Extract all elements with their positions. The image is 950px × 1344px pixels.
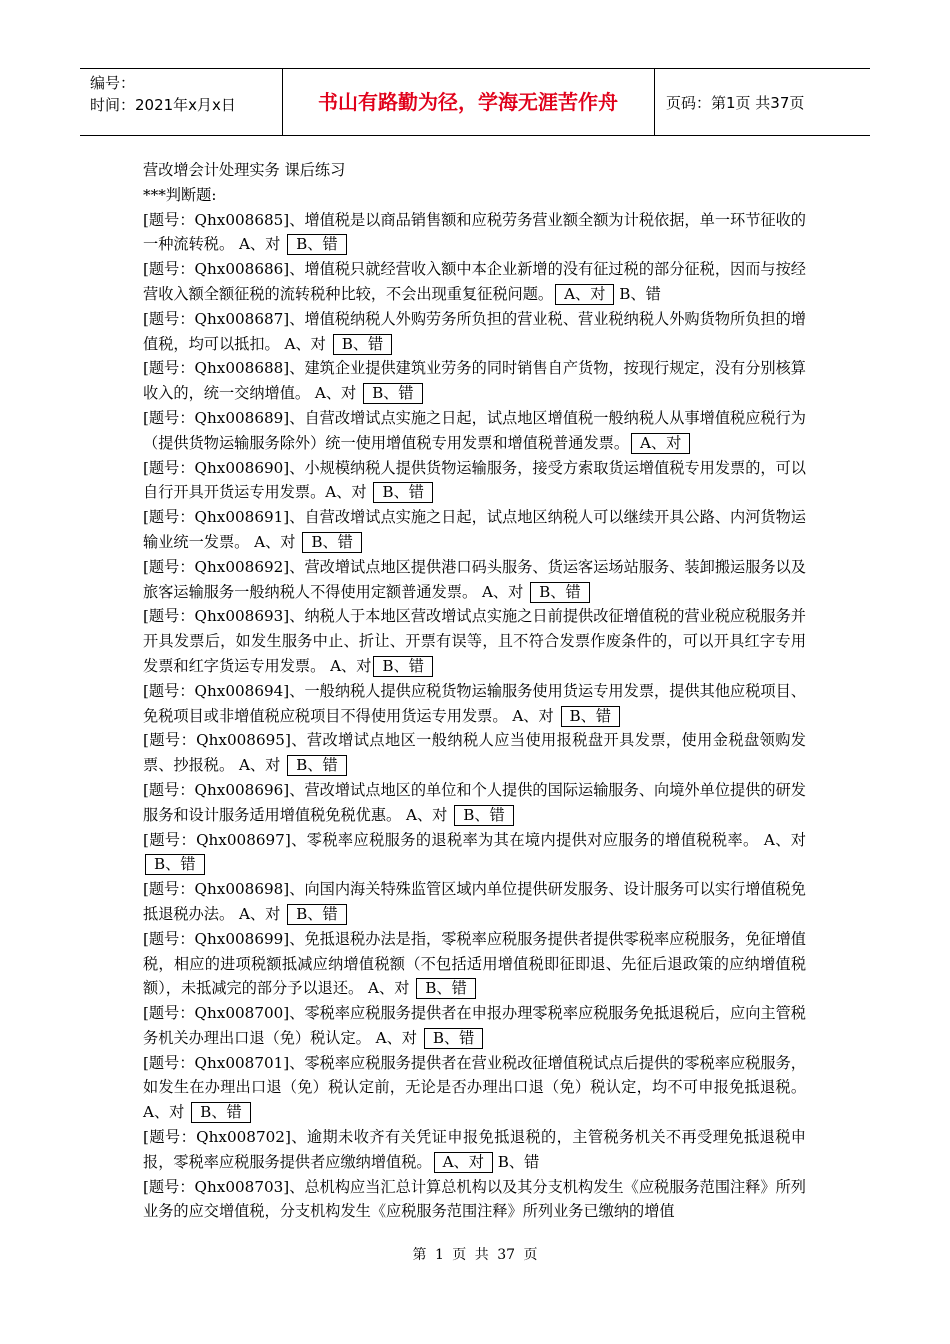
question-text: [题号：Qhx008693]、纳税人于本地区营改增试点实施之日前提供改征增值税的营业税应税服务并开具发票后，如发生服务中止、折让、开票有误等，且不符合发票作废条件的，可以开具红字专用发票和红字货运专用发票。 A、对 xyxy=(143,607,806,675)
question-text: [题号：Qhx008697]、零税率应税服务的退税率为其在境内提供对应服务的增值税税率。 A、对 xyxy=(143,830,806,849)
question-item xyxy=(143,1051,806,1125)
question-text: [题号：Qhx008688]、建筑企业提供建筑业劳务的同时销售自产货物，按现行规定，没有分别核算收入的，统一交纳增值。 A、对 xyxy=(143,359,806,403)
page-footer: 第 1 页 共 37 页 xyxy=(412,1247,538,1263)
question-item xyxy=(143,257,806,307)
question-item xyxy=(143,679,806,729)
question-item xyxy=(143,604,806,678)
document-body xyxy=(143,158,806,1224)
question-item xyxy=(143,1001,806,1051)
question-text: [题号：Qhx008698]、向国内海关特殊监管区域内单位提供研发服务、设计服务可以实行增值税免抵退税办法。 A、对 xyxy=(143,880,806,923)
header-page-info: 页码：第1页 共37页 xyxy=(666,94,805,112)
document-number-label: 编号： xyxy=(90,74,136,92)
question-text: [题号：Qhx008691]、自营改增试点实施之日起，试点地区纳税人可以继续开具公路、内河货物运输业统一发票。 A、对 xyxy=(143,508,806,551)
question-item xyxy=(143,877,806,927)
question-text: [题号：Qhx008703]、总机构应当汇总计算总机构以及其分支机构发生《应税服务范围注释》所列业务的应交增值税，分支机构发生《应税服务范围注释》所列业务已缴纳的增值 xyxy=(143,1177,806,1221)
question-text: [题号：Qhx008695]、营改增试点地区一般纳税人应当使用报税盘开具发票，使用金税盘领购发票、抄报税。 A、对 xyxy=(143,731,806,775)
question-text: [题号：Qhx008699]、免抵退税办法是指，零税率应税服务提供者提供零税率应税服务，免征增值税，相应的进项税额抵减应纳增值税额（不包括适用增值税即征即退、先征后退政策的应纳增值税额），未抵减完的部分予以退还。 A、对 xyxy=(143,929,806,998)
question-text: [题号：Qhx008702]、逾期未收齐有关凭证申报免抵退税的，主管税务机关不再受理免抵退税申报，零税率应税服务提供者应缴纳增值税。 xyxy=(143,1128,806,1171)
marked-answer-box: B、错 xyxy=(530,582,590,603)
question-item xyxy=(143,1175,806,1225)
question-text: [题号：Qhx008692]、营改增试点地区提供港口码头服务、货运客运场站服务、装卸搬运服务以及旅客运输服务一般纳税人不得使用定额普通发票。 A、对 xyxy=(143,557,806,601)
marked-answer-box: A、对 xyxy=(631,433,690,454)
question-item xyxy=(143,406,806,456)
marked-answer-box: B、错 xyxy=(191,1102,251,1123)
question-list xyxy=(143,208,806,1225)
document-title: 营改增会计处理实务 课后练习 xyxy=(143,161,346,179)
question-item xyxy=(143,927,806,1001)
page-header xyxy=(80,68,870,136)
question-text: [题号：Qhx008701]、零税率应税服务提供者在营业税改征增值税试点后提供的零税率应税服务，如发生在办理出口退（免）税认定前，无论是否办理出口退（免）税认定，均不可申报免抵退税。 A、对 xyxy=(143,1053,806,1122)
marked-answer-box: A、对 xyxy=(555,284,614,305)
header-top-rule xyxy=(80,68,870,69)
document-time-label: 时间：2021年x月x日 xyxy=(90,96,236,114)
marked-answer-box: B、错 xyxy=(333,334,393,355)
marked-answer-box: B、错 xyxy=(287,904,347,925)
marked-answer-box: B、错 xyxy=(145,854,205,875)
question-text: [题号：Qhx008689]、自营改增试点实施之日起，试点地区增值税一般纳税人从事增值税应税行为（提供货物运输服务除外）统一使用增值税专用发票和增值税普通发票。 xyxy=(143,408,806,452)
marked-answer-box: B、错 xyxy=(416,978,476,999)
question-item xyxy=(143,1125,806,1175)
question-text: [题号：Qhx008687]、增值税纳税人外购劳务所负担的营业税、营业税纳税人外购货物所负担的增值税，均可以抵扣。 A、对 xyxy=(143,309,806,353)
header-bottom-rule xyxy=(80,135,870,136)
section-heading: ***判断题: xyxy=(143,185,217,204)
marked-answer-box: B、错 xyxy=(424,1028,484,1049)
header-meta xyxy=(90,72,236,116)
marked-answer-box: B、错 xyxy=(287,755,347,776)
marked-answer-box: B、错 xyxy=(287,234,347,255)
marked-answer-box: B、错 xyxy=(561,706,621,727)
question-item xyxy=(143,356,806,406)
question-text: [题号：Qhx008690]、小规模纳税人提供货物运输服务，接受方索取货运增值税专用发票的，可以自行开具开货运专用发票。A、对 xyxy=(143,458,806,502)
header-motto: 书山有路勤为径，学海无涯苦作舟 xyxy=(318,90,618,114)
question-text: [题号：Qhx008694]、一般纳税人提供应税货物运输服务使用货运专用发票，提供其他应税项目、免税项目或非增值税应税项目不得使用货运专用发票。 A、对 xyxy=(143,681,806,725)
question-item xyxy=(143,505,806,555)
question-item xyxy=(143,778,806,828)
question-text: [题号：Qhx008685]、增值税是以商品销售额和应税劳务营业额全额为计税依据，单一环节征收的一种流转税。 A、对 xyxy=(143,210,806,254)
marked-answer-box: B、错 xyxy=(363,383,423,404)
question-text: [题号：Qhx008696]、营改增试点地区的单位和个人提供的国际运输服务、向境外单位提供的研发服务和设计服务适用增值税免税优惠。 A、对 xyxy=(143,780,806,824)
marked-answer-box: B、错 xyxy=(302,532,362,553)
question-item xyxy=(143,208,806,258)
marked-answer-box: B、错 xyxy=(373,656,433,677)
question-item xyxy=(143,456,806,506)
other-answer-option: B、错 xyxy=(492,1152,540,1171)
marked-answer-box: B、错 xyxy=(373,482,433,503)
question-text: [题号：Qhx008700]、零税率应税服务提供者在申报办理零税率应税服务免抵退税后，应向主管税务机关办理出口退（免）税认定。 A、对 xyxy=(143,1004,806,1047)
question-text: [题号：Qhx008686]、增值税只就经营收入额中本企业新增的没有征过税的部分征税，因而与按经营收入额全额征税的流转税种比较，不会出现重复征税问题。 xyxy=(143,260,806,303)
question-item xyxy=(143,307,806,357)
marked-answer-box: A、对 xyxy=(434,1152,493,1173)
marked-answer-box: B、错 xyxy=(454,805,514,826)
other-answer-option: B、错 xyxy=(614,284,661,303)
question-item xyxy=(143,828,806,878)
question-item xyxy=(143,728,806,778)
header-divider xyxy=(654,68,655,136)
question-item xyxy=(143,555,806,605)
